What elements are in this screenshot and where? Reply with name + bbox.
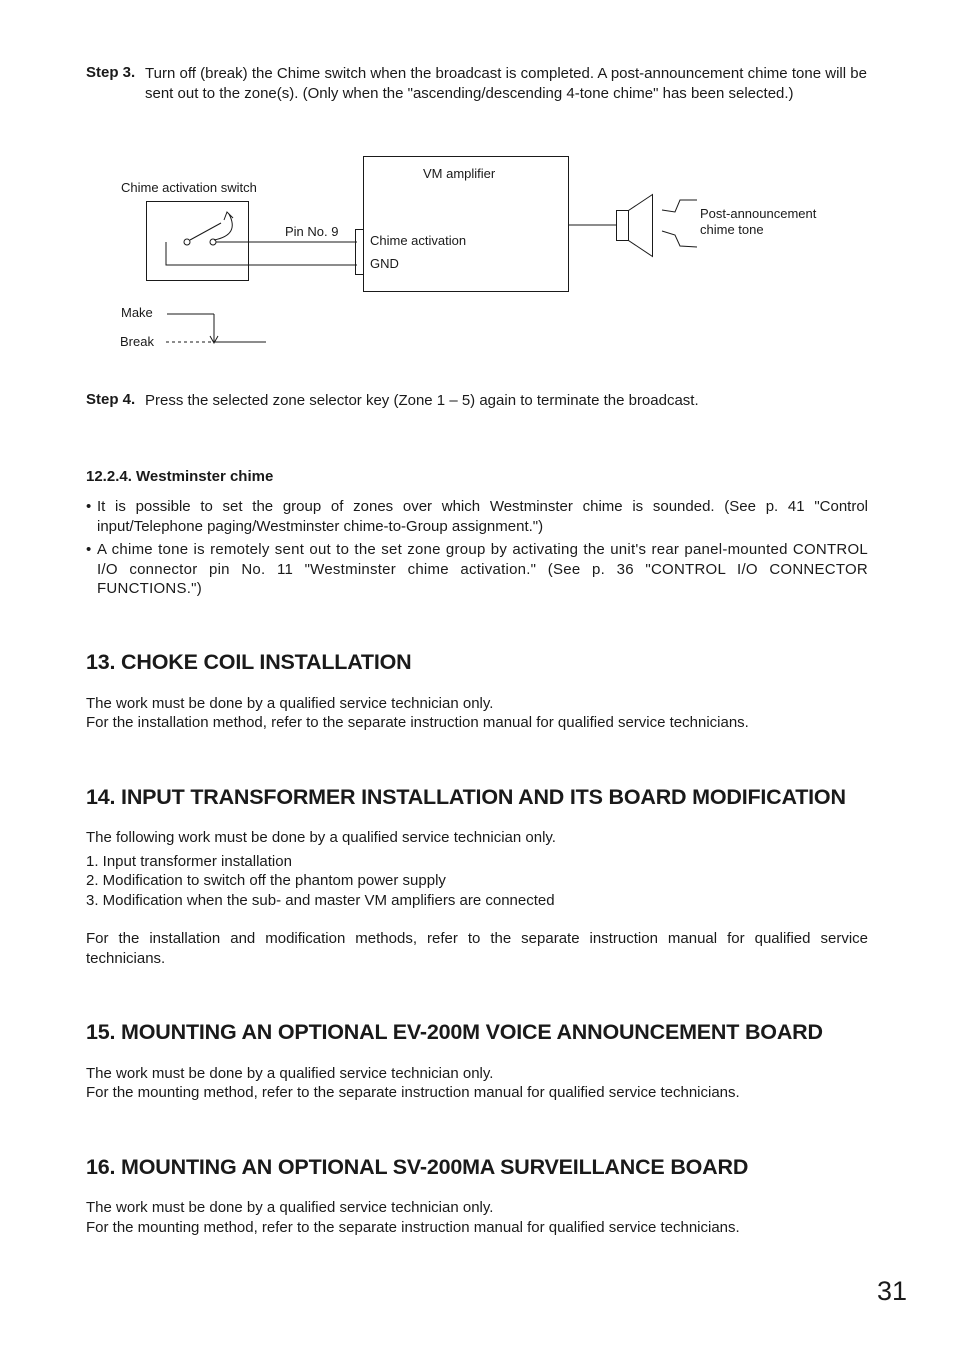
section16-line2: For the mounting method, refer to the separate instruction manual for qualified service technicians. [86,1219,740,1236]
page-number: 31 [877,1276,908,1306]
list-item [86,497,868,536]
output-label-line1: Post-announcement [700,206,817,221]
amp-label: VM amplifier [423,166,496,181]
section16-heading: 16. MOUNTING AN OPTIONAL SV-200MA SURVEILLANCE BOARD [86,1155,749,1179]
section14-item-1: 1. Input transformer installation [86,853,292,870]
chime-wiring-diagram [0,150,954,360]
switch-lever [190,223,221,240]
switch-contact-left [184,239,190,245]
pin-label: Pin No. 9 [285,224,339,239]
section14-intro: The following work must be done by a qualified service technician only. [86,829,556,846]
westminster-bullet-2: A chime tone is remotely sent out to the set zone group by activating the unit's rear panel-mounted CONTROL I/O connector pin No. 11 "Westminster chime activation." (See p. 36 "CONTROL I/O CONNECTOR FUNCTIONS.") [97,541,868,597]
chime-activation-label: Chime activation [370,233,467,248]
make-label: Make [121,305,153,320]
westminster-heading: 12.2.4. Westminster chime [86,468,274,485]
bullet-marker: • [86,498,92,515]
step3-label: Step 3. [86,64,136,81]
speaker-cone [629,195,653,257]
section13-line1: The work must be done by a qualified service technician only. [86,695,494,712]
switch-box [147,202,249,281]
speaker-magnet [617,211,629,241]
section14-heading: 14. INPUT TRANSFORMER INSTALLATION AND ITS BOARD MODIFICATION [86,785,846,809]
list-item [86,540,868,599]
section15-line1: The work must be done by a qualified service technician only. [86,1065,494,1082]
westminster-bullet-1: It is possible to set the group of zones over which Westminster chime is sounded. (See p. 41 "Control input/Telephone paging/Westminster chime-to-Group assignment.") [97,498,868,535]
switch-label: Chime activation switch [121,180,257,195]
section14-item-3: 3. Modification when the sub- and master VM amplifiers are connected [86,892,555,909]
step4-label: Step 4. [86,391,136,408]
section14-item-2: 2. Modification to switch off the phantom power supply [86,872,446,889]
sound-wave-top [662,200,697,212]
section15-line2: For the mounting method, refer to the separate instruction manual for qualified service technicians. [86,1084,740,1101]
switch-motion-arc [214,214,232,240]
break-label: Break [120,334,154,349]
wire-gnd [166,242,357,265]
section13-line2: For the installation method, refer to the separate instruction manual for qualified service technicians. [86,714,749,731]
section13-heading: 13. CHOKE COIL INSTALLATION [86,650,412,674]
section16-line1: The work must be done by a qualified service technician only. [86,1199,494,1216]
sound-wave-bottom [662,231,697,247]
westminster-bullet-list [86,497,868,599]
step3-text: Turn off (break) the Chime switch when the broadcast is completed. A post-announcement chime tone will be sent out to the zone(s). (Only when the "ascending/descending 4-tone chime" has been selected.) [145,65,867,102]
output-label-line2: chime tone [700,222,764,237]
section15-heading: 15. MOUNTING AN OPTIONAL EV-200M VOICE ANNOUNCEMENT BOARD [86,1020,823,1044]
bullet-marker: • [86,541,92,558]
switch-arrow-head [224,212,233,220]
step4-text: Press the selected zone selector key (Zone 1 – 5) again to terminate the broadcast. [145,392,699,409]
section14-outro: For the installation and modification methods, refer to the separate instruction manual for qualified service technicians. [86,930,868,967]
gnd-label: GND [370,256,399,271]
amp-connector [356,230,364,275]
